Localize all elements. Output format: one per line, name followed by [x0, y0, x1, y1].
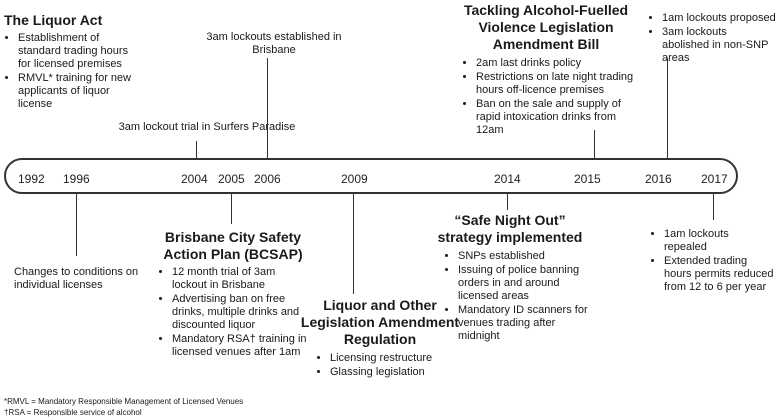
- list-item: • Glassing legislation: [330, 366, 464, 379]
- event-items: [648, 12, 776, 65]
- list-item: • Restrictions on late night trading hours off-licence premises: [476, 71, 640, 97]
- list-item: • 3am lockouts abolished in non-SNP areas: [662, 26, 776, 65]
- list-item: • Ban on the sale and supply of rapid intoxication drinks from 12am: [476, 98, 640, 137]
- event-items: [650, 228, 774, 294]
- connector-1996: [76, 194, 77, 256]
- connector-2014: [507, 194, 508, 210]
- list-item: • Mandatory RSA† training in licensed venues after 1am: [172, 333, 308, 359]
- list-item: • Licensing restructure: [330, 352, 464, 365]
- event-items: [158, 266, 308, 359]
- event-safe-night-out: [428, 212, 592, 344]
- event-items: [462, 57, 640, 137]
- year-label-2016: 2016: [645, 172, 672, 186]
- list-item: • RMVL* training for new applicants of liquor license: [18, 72, 142, 111]
- list-item: • Extended trading hours permits reduced from 12 to 6 per year: [664, 255, 774, 294]
- event-surfers-trial: 3am lockout trial in Surfers Paradise: [118, 121, 296, 133]
- year-label-2017: 2017: [701, 172, 728, 186]
- year-label-1996: 1996: [63, 172, 90, 186]
- event-items: [316, 352, 464, 379]
- event-title: “Safe Night Out” strategy implemented: [437, 212, 583, 245]
- list-item: • Mandatory ID scanners for venues trading after midnight: [458, 304, 592, 343]
- event-lockouts-2016: [648, 12, 776, 66]
- connector-2004: [196, 141, 197, 158]
- year-label-1992: 1992: [18, 172, 45, 186]
- list-item: • Advertising ban on free drinks, multiple drinks and discounted liquor: [172, 293, 308, 332]
- list-item: • SNPs established: [458, 250, 592, 263]
- list-item: • 1am lockouts proposed: [662, 12, 776, 25]
- connector-2005: [231, 194, 232, 224]
- event-items: [444, 250, 592, 343]
- event-title: Brisbane City Safety Action Plan (BCSAP): [163, 229, 303, 262]
- event-tackling-bill: [462, 2, 640, 138]
- event-title: Tackling Alcohol-Fuelled Violence Legislation Amendment Bill: [463, 2, 629, 52]
- event-bcsap: [158, 229, 308, 360]
- year-label-2004: 2004: [181, 172, 208, 186]
- event-liquor-act: [4, 12, 142, 112]
- list-item: • 1am lockouts repealed: [664, 228, 774, 254]
- list-item: • 12 month trial of 3am lockout in Brisbane: [172, 266, 308, 292]
- event-items: [4, 32, 142, 111]
- connector-2006: [267, 58, 268, 158]
- list-item: • 2am last drinks policy: [476, 57, 640, 70]
- list-item: • Establishment of standard trading hours for licensed premises: [18, 32, 142, 71]
- footnote-rmvl: *RMVL = Mandatory Responsible Management of Licensed Venues: [4, 397, 244, 406]
- event-brisbane-lockouts: 3am lockouts established in Brisbane: [206, 31, 342, 56]
- year-label-2014: 2014: [494, 172, 521, 186]
- footnote-rsa: †RSA = Responsible service of alcohol: [4, 408, 142, 417]
- year-label-2015: 2015: [574, 172, 601, 186]
- list-item: • Issuing of police banning orders in and around licensed areas: [458, 264, 592, 303]
- connector-2017: [713, 194, 714, 220]
- event-title: The Liquor Act: [4, 12, 103, 28]
- year-label-2005: 2005: [218, 172, 245, 186]
- event-repeal-2017: [634, 228, 774, 295]
- year-label-2009: 2009: [341, 172, 368, 186]
- event-conditions-1996: Changes to conditions on individual licenses: [14, 266, 139, 291]
- connector-2016: [667, 58, 668, 158]
- connector-2009: [353, 194, 354, 294]
- event-title: Liquor and Other Legislation Amendment Regulation: [300, 297, 460, 347]
- year-label-2006: 2006: [254, 172, 281, 186]
- timeline-bar: [4, 158, 738, 194]
